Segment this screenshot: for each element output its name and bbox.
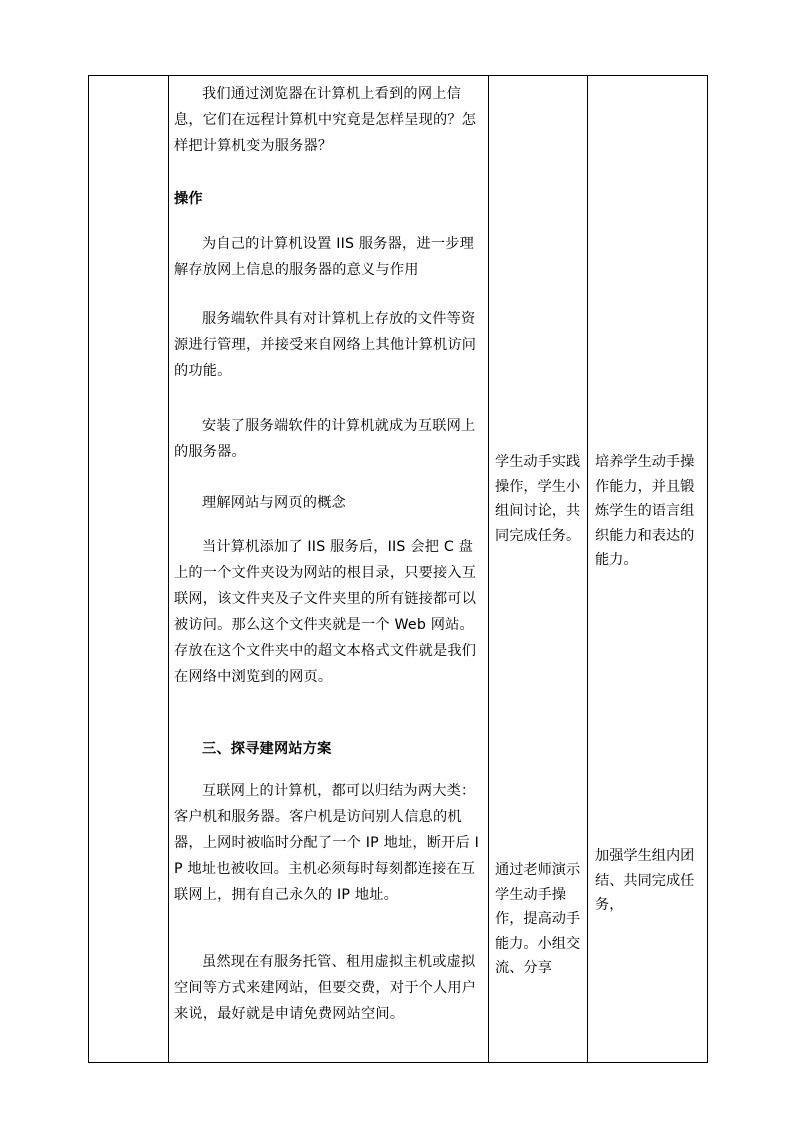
design-intent-ability: 培养学生动手操作能力，并且锻炼学生的语言组织能力和表达的能力。 xyxy=(595,454,695,568)
student-activity-practice: 学生动手实践操作，学生小组间讨论，共同完成任务。 xyxy=(495,454,581,544)
paragraph-iis-setup: 为自己的计算机设置 IIS 服务器，进一步理解存放网上信息的服务器的意义与作用 xyxy=(174,236,474,278)
teaching-content-cell xyxy=(169,76,489,1063)
stage-column-cell xyxy=(89,76,169,1063)
design-intent-cell xyxy=(588,76,708,1063)
lesson-plan-table xyxy=(88,75,708,1063)
paragraph-website-root: 当计算机添加了 IIS 服务后，IIS 会把 C 盘上的一个文件夹设为网站的根目录，只要接入互联网，该文件夹及子文件夹里的所有链接都可以被访问。那么这个文件夹就是一个 Web 网站。存放在这个文件夹中的超文本格式文件就是我们在网络中浏览到的网页。 xyxy=(174,539,477,685)
heading-operation: 操作 xyxy=(174,191,203,207)
design-intent-teamwork: 加强学生组内团结、共同完成任务， xyxy=(595,848,695,913)
paragraph-free-hosting: 虽然现在有服务托管、租用虚拟主机或虚拟空间等方式来建网站，但要交费，对于个人用户来说，最好就是申请免费网站空间。 xyxy=(174,954,477,1022)
heading-section-three: 三、探寻建网站方案 xyxy=(202,741,332,757)
paragraph-server-software: 服务端软件具有对计算机上存放的文件等资源进行管理，并接受来自网络上其他计算机访问的功能。 xyxy=(174,311,477,379)
paragraph-browser-question: 我们通过浏览器在计算机上看到的网上信息，它们在远程计算机中究竟是怎样呈现的？怎样把计算机变为服务器？ xyxy=(174,86,477,154)
student-activity-cell xyxy=(489,76,588,1063)
paragraph-client-server: 互联网上的计算机，都可以归结为两大类：客户机和服务器。客户机是访问别人信息的机器，上网时被临时分配了一个 IP 地址，断开后 IP 地址也被收回。主机必须每时每刻都连接在互联网上，拥有自己永久的 IP 地址。 xyxy=(174,783,480,903)
paragraph-server-definition: 安装了服务端软件的计算机就成为互联网上的服务器。 xyxy=(174,418,476,460)
student-activity-demo: 通过老师演示学生动手操作，提高动手能力。小组交流、分享 xyxy=(495,862,581,976)
paragraph-site-concept: 理解网站与网页的概念 xyxy=(202,495,346,511)
